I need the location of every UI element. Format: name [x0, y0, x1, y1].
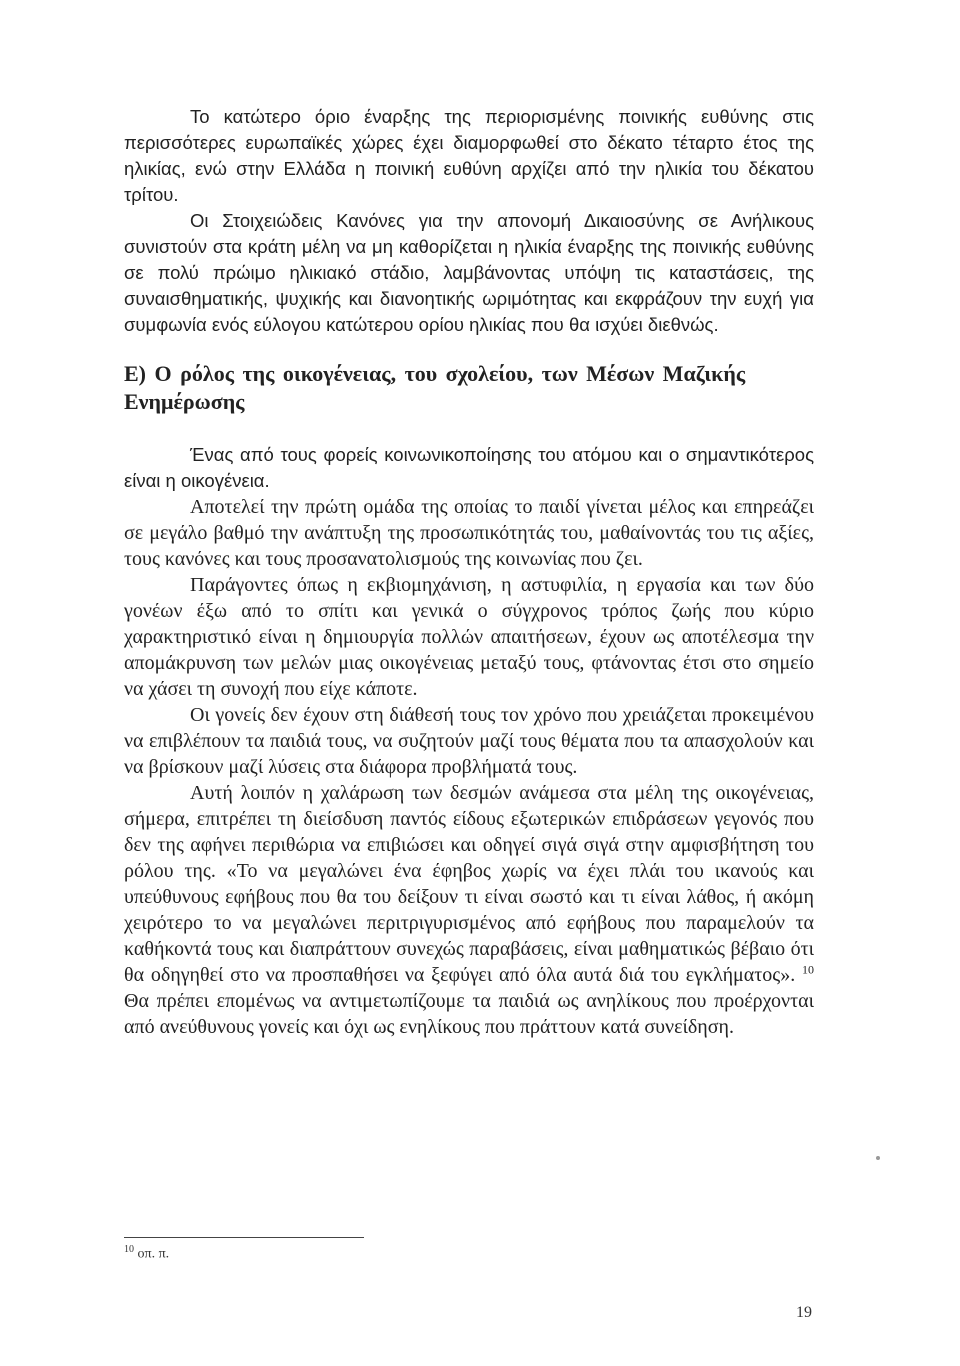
footnote-text: οπ. π. [137, 1246, 170, 1262]
section-heading: Ε) Ο ρόλος της οικογένειας, του σχολείου, των Μέσων Μαζικής Ενημέρωσης [124, 361, 746, 414]
page-body [124, 104, 814, 1040]
paragraph-4: Αποτελεί την πρώτη ομάδα της οποίας το παιδί γίνεται μέλος και επηρεάζει σε μεγάλο βαθμό την ανάπτυξη της προσωπικότητάς του, μαθαίνοντάς του τις αξίες, τους κανόνες και τους προσανατολισμούς της κοινωνίας που ζει. [124, 496, 814, 570]
paragraph-7-continued: Θα πρέπει επομένως να αντιμετωπίζουμε τα παιδιά ως ανηλίκους που προέρχονται από ανεύθυνους γονείς και όχι ως ενηλίκους που πράττουν κατά συνείδηση. [124, 990, 814, 1038]
paragraph-5: Παράγοντες όπως η εκβιομηχάνιση, η αστυφιλία, η εργασία και των δύο γονέων έξω από το σπίτι και γενικά ο σύγχρονος τρόπος ζωής που κύριο χαρακτηριστικό είναι η δημιουργία πολλών απαιτήσεων, έχουν ως αποτέλεσμα την απομάκρυνση των μελών μιας οικογένειας μεταξύ τους, φτάνοντας έτσι στο σημείο να χάσει τη συνοχή που είχε κάποτε. [124, 574, 814, 700]
scan-speck [876, 1156, 880, 1160]
page-number: 19 [796, 1304, 812, 1321]
paragraph-7-text: Αυτή λοιπόν η χαλάρωση των δεσμών ανάμεσα στα μέλη της οικογένειας, σήμερα, επιτρέπει τη διείσδυση παντός είδους εξωτερικών επιδράσεων γεγονός που δεν της αφήνει περιθώρια να επιβιώσει και οδηγεί σιγά σιγά στην αμφισβήτηση του ρόλου της. «Το να μεγαλώνει ένα έφηβος χωρίς να έχει πλάι του ικανούς και υπεύθυνους εφήβους που θα του δείξουν τι είναι σωστό και τι είναι λάθος, ή ακόμη χειρότερο το να μεγαλώνει περιτριγυρισμένος από εφήβους που παραμελούν τα καθήκοντά τους και διαπράττουν συνεχώς παραβάσεις, είναι μαθηματικώς βέβαιο ότι θα οδηγηθεί στο να προσπαθήσει να ξεφύγει από όλα αυτά διά του εγκλήματος». [124, 782, 814, 986]
footnote-reference: 10 [802, 962, 814, 977]
paragraph-7 [124, 780, 814, 1040]
paragraph-2: Οι Στοιχειώδεις Κανόνες για την απονομή Δικαιοσύνης σε Ανήλικους συνιστούν στα κράτη μέλη να μη καθορίζεται η ηλικία έναρξης της ποινικής ευθύνης σε πολύ πρώιμο ηλικιακό στάδιο, λαμβάνοντας υπόψη τις καταστάσεις, της συναισθηματικής, ψυχικής και διανοητικής ωριμότητας και εκφράζουν την ευχή για συμφωνία ενός εύλογου κατώτερου ορίου ηλικίας που θα ισχύει διεθνώς. [124, 210, 814, 335]
paragraph-6: Οι γονείς δεν έχουν στη διάθεσή τους τον χρόνο που χρειάζεται προκειμένου να επιβλέπουν τα παιδιά τους, να συζητούν μαζί τους θέματα που τα απασχολούν και να βρίσκουν μαζί λύσεις στα διάφορα προβλήματά τους. [124, 704, 814, 778]
paragraph-3: Ένας από τους φορείς κοινωνικοποίησης του ατόμου και ο σημαντικότερος είναι η οικογένεια. [124, 444, 814, 491]
footnote-number: 10 [124, 1244, 134, 1255]
footnote-divider [124, 1237, 364, 1238]
paragraph-1: Το κατώτερο όριο έναρξης της περιορισμένης ποινικής ευθύνης στις περισσότερες ευρωπαϊκές χώρες έχει διαμορφωθεί στο δέκατο τέταρτο έτος της ηλικίας, ενώ στην Ελλάδα η ποινική ευθύνη αρχίζει από την ηλικία του δέκατου τρίτου. [124, 106, 814, 205]
footnote [124, 1244, 169, 1263]
